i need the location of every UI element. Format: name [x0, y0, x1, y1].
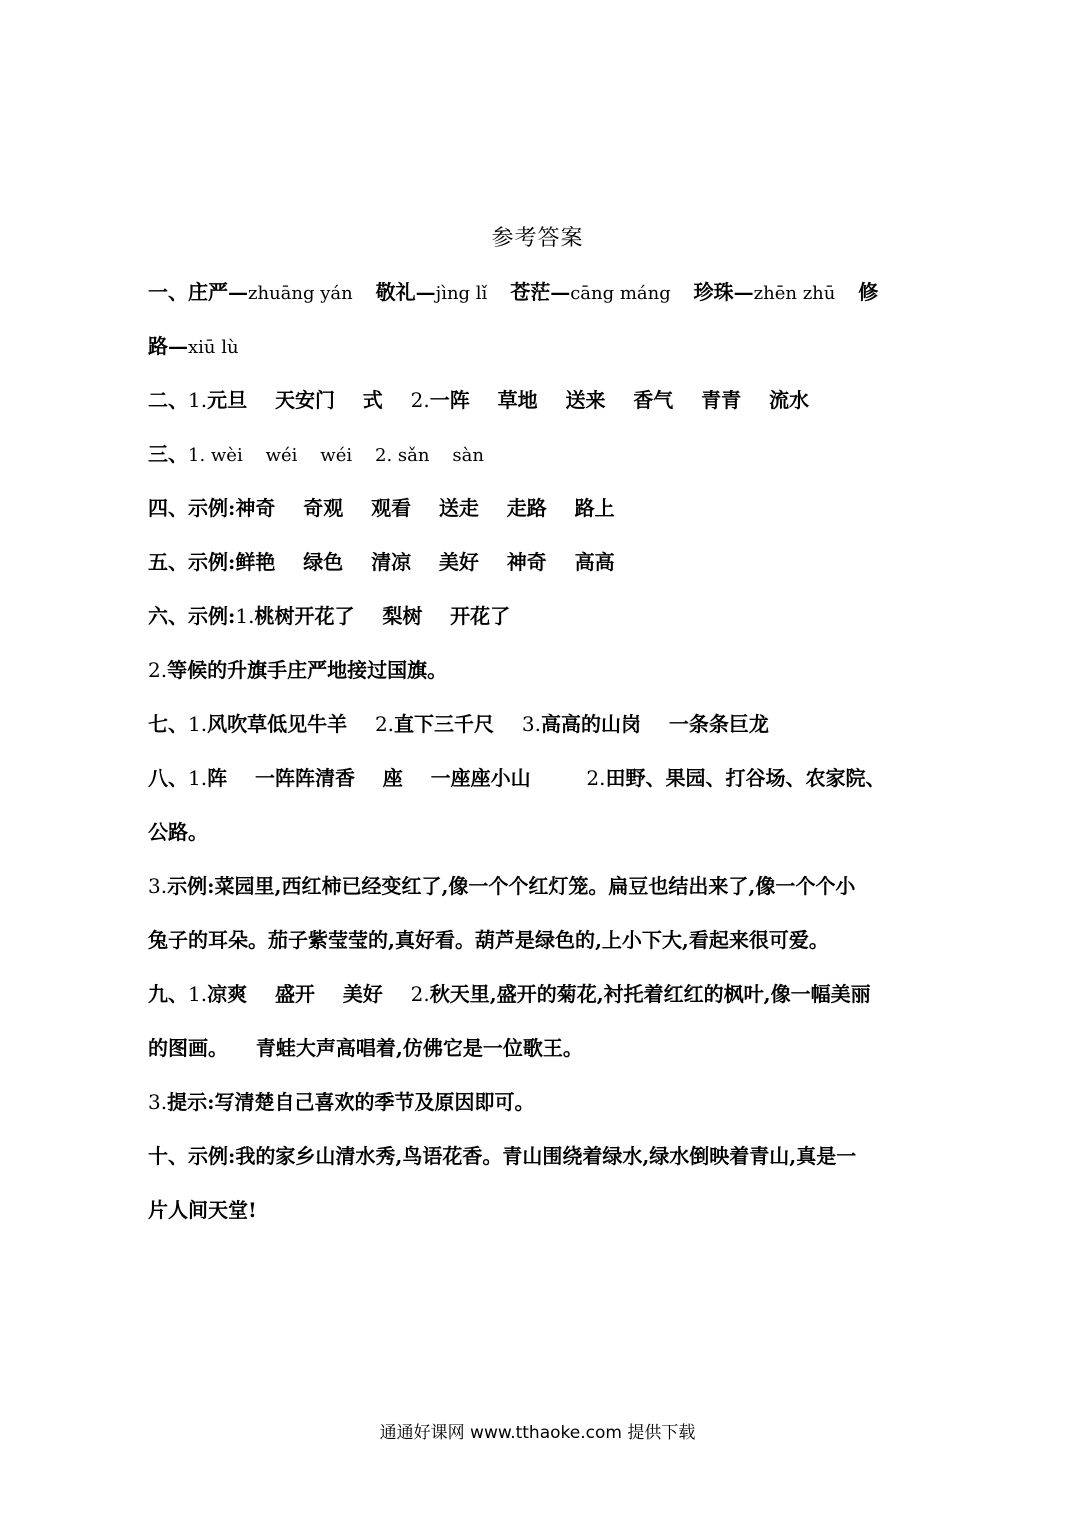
- answer-text: 1.: [188, 766, 208, 790]
- answer-text: 1.: [188, 982, 208, 1006]
- answer-text: 示例:菜园里,西红柿已经变红了,像一个个红灯笼。扁豆也结出来了,像一个个小: [167, 874, 856, 898]
- answer-text: 苍茫—: [510, 280, 571, 304]
- answer-text: 珍珠—: [693, 280, 754, 304]
- footer-watermark: 通通好课网 www.tthaoke.com 提供下载: [379, 1423, 696, 1443]
- answer-text: 直下三千尺: [394, 712, 522, 736]
- answer-line: [148, 814, 938, 868]
- answer-text: 三、: [148, 442, 188, 466]
- answer-line: [148, 1192, 938, 1246]
- answer-text: 高高的山岗 一条条巨龙: [541, 712, 769, 736]
- answer-text: 3.: [148, 1090, 168, 1114]
- answer-text: 田野、果园、打谷场、农家院、: [605, 766, 886, 790]
- answer-text: 八、: [148, 766, 188, 790]
- answer-text: zhēn zhū: [753, 283, 859, 304]
- answer-line: [148, 544, 938, 598]
- answer-text: 七、: [148, 712, 188, 736]
- answer-line: [148, 490, 938, 544]
- answer-text: 一、庄严—: [148, 280, 248, 304]
- answer-text: 2.: [586, 766, 606, 790]
- answer-text: cāng máng: [570, 283, 694, 304]
- answer-text: 1.: [235, 604, 255, 628]
- answer-line: [148, 868, 938, 922]
- answer-text: 3.: [521, 712, 541, 736]
- answer-text: 桃树开花了 梨树 开花了: [254, 604, 511, 628]
- answer-text: 秋天里,盛开的菊花,衬托着红红的枫叶,像一幅美丽: [429, 982, 871, 1006]
- answer-text: 2.: [148, 658, 168, 682]
- answer-text: 阵 一阵阵清香 座 一座座小山: [207, 766, 587, 790]
- answer-line: [148, 436, 938, 490]
- answer-line: [148, 922, 938, 976]
- answer-text: xiū lù: [188, 337, 239, 358]
- answer-text: 1.: [188, 388, 208, 412]
- answer-text: 路—: [148, 334, 188, 358]
- answer-line: [148, 760, 938, 814]
- answer-text: jìng lǐ: [435, 283, 511, 304]
- answer-text: 提示:写清楚自己喜欢的季节及原因即可。: [167, 1090, 535, 1114]
- answer-text: 2.: [374, 712, 395, 736]
- answer-text: 敬礼—: [375, 280, 436, 304]
- answer-text: 公路。: [148, 820, 208, 844]
- answer-text: 风吹草低见牛羊: [207, 712, 375, 736]
- answer-text: 修: [858, 280, 879, 304]
- answer-line: [148, 706, 938, 760]
- answer-line: [148, 976, 938, 1030]
- answer-text: 十、示例:我的家乡山清水秀,鸟语花香。青山围绕着绿水,绿水倒映着青山,真是一: [148, 1144, 857, 1168]
- answer-line: [148, 598, 938, 652]
- answer-line: [148, 1084, 938, 1138]
- answer-text: 片人间天堂!: [148, 1198, 257, 1222]
- answer-line: [148, 1030, 938, 1084]
- answer-text: 1.: [188, 712, 208, 736]
- answer-text: 元旦 天安门 式: [207, 388, 411, 412]
- answer-text: 六、示例:: [148, 604, 236, 628]
- answer-text: 一阵 草地 送来 香气 青青 流水: [429, 388, 810, 412]
- answer-line: [148, 652, 938, 706]
- answer-text: 2.: [410, 388, 430, 412]
- answer-line: [148, 274, 938, 328]
- answer-text: 的图画。 青蛙大声高唱着,仿佛它是一位歌王。: [148, 1036, 583, 1060]
- answer-text: 兔子的耳朵。茄子紫莹莹的,真好看。葫芦是绿色的,上小下大,看起来很可爱。: [148, 928, 829, 952]
- answer-text: 1. wèi wéi wéi 2. sǎn sàn: [188, 445, 484, 466]
- answer-text: 等候的升旗手庄严地接过国旗。: [167, 658, 448, 682]
- page-title: 参考答案: [491, 226, 584, 251]
- answer-text: 二、: [148, 388, 188, 412]
- answer-line: [148, 328, 938, 382]
- answer-text: 四、示例:神奇 奇观 观看 送走 走路 路上: [148, 496, 615, 520]
- answer-line: [148, 382, 938, 436]
- answer-line: [148, 1138, 938, 1192]
- answer-text: 九、: [148, 982, 188, 1006]
- answer-text: 凉爽 盛开 美好: [207, 982, 411, 1006]
- answer-text: zhuāng yán: [248, 283, 376, 304]
- answer-text: 3.: [148, 874, 168, 898]
- answer-list: [148, 274, 938, 1246]
- answer-text: 五、示例:鲜艳 绿色 清凉 美好 神奇 高高: [148, 550, 615, 574]
- answer-text: 2.: [410, 982, 430, 1006]
